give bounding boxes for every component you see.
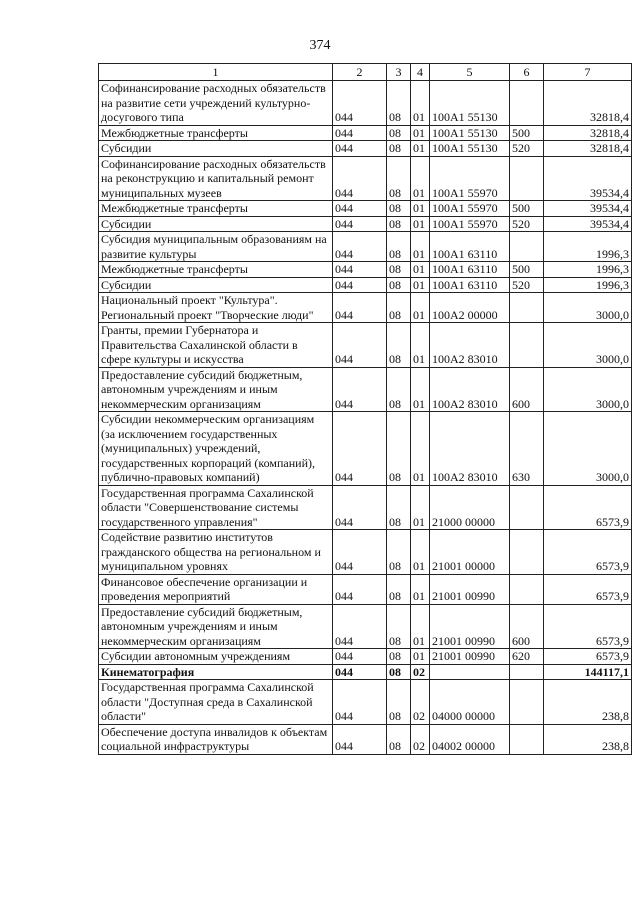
row-name-cell: Межбюджетные трансферты: [99, 125, 333, 141]
table-row: [99, 156, 632, 201]
subsection-cell: 01: [411, 367, 430, 412]
table-row: [99, 530, 632, 575]
ministry-code-cell: 044: [333, 530, 387, 575]
header-cell: 2: [333, 64, 387, 81]
section-cell: 08: [387, 156, 411, 201]
target-article-cell: 21001 00990: [430, 649, 510, 665]
amount-cell: 32818,4: [544, 81, 632, 126]
target-article-cell: 100A1 63110: [430, 262, 510, 278]
row-name-cell: Субсидии некоммерческим организациям (за исключением государственных (муниципальных) учреждений, государственных корпораций (компаний), публично-правовых компаний): [99, 412, 333, 486]
section-cell: 08: [387, 724, 411, 754]
page-number: 374: [309, 38, 331, 53]
table-row: [99, 141, 632, 157]
section-cell: 08: [387, 680, 411, 725]
ministry-code-cell: 044: [333, 232, 387, 262]
section-cell: 08: [387, 485, 411, 530]
section-cell: 08: [387, 574, 411, 604]
expense-type-cell: [510, 724, 544, 754]
row-name-cell: Финансовое обеспечение организации и проведения мероприятий: [99, 574, 333, 604]
expense-type-cell: [510, 81, 544, 126]
row-name-cell: Субсидии: [99, 141, 333, 157]
row-name-cell: Межбюджетные трансферты: [99, 201, 333, 217]
row-name-cell: Предоставление субсидий бюджетным, автономным учреждениям и иным некоммерческим организациям: [99, 604, 333, 649]
amount-cell: 144117,1: [544, 664, 632, 680]
expense-type-cell: [510, 530, 544, 575]
table-row: [99, 125, 632, 141]
ministry-code-cell: 044: [333, 649, 387, 665]
expense-type-cell: 630: [510, 412, 544, 486]
subsection-cell: 01: [411, 156, 430, 201]
ministry-code-cell: 044: [333, 156, 387, 201]
target-article-cell: 100A2 83010: [430, 412, 510, 486]
table-row: [99, 485, 632, 530]
row-name-cell: Субсидии: [99, 277, 333, 293]
subsection-cell: 01: [411, 293, 430, 323]
target-article-cell: 100A2 83010: [430, 323, 510, 368]
table-row: [99, 277, 632, 293]
table-row: [99, 649, 632, 665]
section-cell: 08: [387, 664, 411, 680]
ministry-code-cell: 044: [333, 323, 387, 368]
amount-cell: 3000,0: [544, 367, 632, 412]
subsection-cell: 01: [411, 262, 430, 278]
section-cell: 08: [387, 530, 411, 575]
expense-type-cell: 500: [510, 262, 544, 278]
ministry-code-cell: 044: [333, 262, 387, 278]
amount-cell: 1996,3: [544, 277, 632, 293]
table-header-row: [99, 64, 632, 81]
ministry-code-cell: 044: [333, 680, 387, 725]
section-cell: 08: [387, 649, 411, 665]
expense-type-cell: 520: [510, 277, 544, 293]
expense-type-cell: 600: [510, 604, 544, 649]
row-name-cell: Предоставление субсидий бюджетным, автономным учреждениям и иным некоммерческим организациям: [99, 367, 333, 412]
target-article-cell: 21000 00000: [430, 485, 510, 530]
expense-type-cell: [510, 485, 544, 530]
section-cell: 08: [387, 293, 411, 323]
header-cell: 7: [544, 64, 632, 81]
amount-cell: 6573,9: [544, 530, 632, 575]
target-article-cell: 100A1 55970: [430, 201, 510, 217]
amount-cell: 6573,9: [544, 485, 632, 530]
header-cell: 1: [99, 64, 333, 81]
row-name-cell: Обеспечение доступа инвалидов к объектам социальной инфраструктуры: [99, 724, 333, 754]
header-cell: 6: [510, 64, 544, 81]
target-article-cell: 100A2 00000: [430, 293, 510, 323]
expense-type-cell: 520: [510, 141, 544, 157]
subsection-cell: 01: [411, 141, 430, 157]
row-name-cell: Софинансирование расходных обязательств на развитие сети учреждений культурно-досугового типа: [99, 81, 333, 126]
target-article-cell: 100A2 83010: [430, 367, 510, 412]
table-row: [99, 604, 632, 649]
table-row: [99, 262, 632, 278]
section-cell: 08: [387, 262, 411, 278]
table-row: [99, 680, 632, 725]
subsection-cell: 01: [411, 530, 430, 575]
expense-type-cell: [510, 293, 544, 323]
ministry-code-cell: 044: [333, 574, 387, 604]
target-article-cell: [430, 664, 510, 680]
target-article-cell: 21001 00000: [430, 530, 510, 575]
table-row: [99, 724, 632, 754]
amount-cell: 1996,3: [544, 262, 632, 278]
budget-table: [98, 63, 632, 755]
table-row: [99, 323, 632, 368]
ministry-code-cell: 044: [333, 412, 387, 486]
expense-type-cell: [510, 574, 544, 604]
ministry-code-cell: 044: [333, 293, 387, 323]
table-row: [99, 216, 632, 232]
section-cell: 08: [387, 81, 411, 126]
row-name-cell: Национальный проект "Культура". Региональный проект "Творческие люди": [99, 293, 333, 323]
ministry-code-cell: 044: [333, 485, 387, 530]
expense-type-cell: [510, 232, 544, 262]
subsection-cell: 01: [411, 485, 430, 530]
section-cell: 08: [387, 367, 411, 412]
table-row: [99, 232, 632, 262]
amount-cell: 39534,4: [544, 216, 632, 232]
header-cell: 5: [430, 64, 510, 81]
ministry-code-cell: 044: [333, 216, 387, 232]
expense-type-cell: 520: [510, 216, 544, 232]
table-row: [99, 664, 632, 680]
amount-cell: 39534,4: [544, 156, 632, 201]
amount-cell: 6573,9: [544, 649, 632, 665]
expense-type-cell: 620: [510, 649, 544, 665]
target-article-cell: 100A1 55130: [430, 141, 510, 157]
subsection-cell: 01: [411, 201, 430, 217]
section-cell: 08: [387, 125, 411, 141]
row-name-cell: Содействие развитию институтов гражданского общества на региональном и муниципальном уровнях: [99, 530, 333, 575]
row-name-cell: Гранты, премии Губернатора и Правительства Сахалинской области в сфере культуры и искусства: [99, 323, 333, 368]
section-cell: 08: [387, 412, 411, 486]
row-name-cell: Кинематография: [99, 664, 333, 680]
table-row: [99, 293, 632, 323]
subsection-cell: 01: [411, 125, 430, 141]
subsection-cell: 02: [411, 724, 430, 754]
target-article-cell: 100A1 55970: [430, 156, 510, 201]
ministry-code-cell: 044: [333, 201, 387, 217]
ministry-code-cell: 044: [333, 277, 387, 293]
ministry-code-cell: 044: [333, 664, 387, 680]
expense-type-cell: 500: [510, 201, 544, 217]
section-cell: 08: [387, 216, 411, 232]
table-row: [99, 574, 632, 604]
expense-type-cell: [510, 156, 544, 201]
amount-cell: 32818,4: [544, 125, 632, 141]
target-article-cell: 100A1 63110: [430, 232, 510, 262]
section-cell: 08: [387, 323, 411, 368]
section-cell: 08: [387, 141, 411, 157]
target-article-cell: 100A1 63110: [430, 277, 510, 293]
section-cell: 08: [387, 201, 411, 217]
subsection-cell: 02: [411, 664, 430, 680]
target-article-cell: 100A1 55130: [430, 81, 510, 126]
row-name-cell: Субсидии: [99, 216, 333, 232]
amount-cell: 32818,4: [544, 141, 632, 157]
header-cell: 3: [387, 64, 411, 81]
target-article-cell: 04000 00000: [430, 680, 510, 725]
target-article-cell: 21001 00990: [430, 574, 510, 604]
row-name-cell: Государственная программа Сахалинской области "Доступная среда в Сахалинской области": [99, 680, 333, 725]
row-name-cell: Субсидия муниципальным образованиям на развитие культуры: [99, 232, 333, 262]
amount-cell: 238,8: [544, 724, 632, 754]
amount-cell: 6573,9: [544, 574, 632, 604]
section-cell: 08: [387, 277, 411, 293]
expense-type-cell: 600: [510, 367, 544, 412]
ministry-code-cell: 044: [333, 81, 387, 126]
subsection-cell: 01: [411, 604, 430, 649]
target-article-cell: 21001 00990: [430, 604, 510, 649]
subsection-cell: 01: [411, 323, 430, 368]
amount-cell: 3000,0: [544, 323, 632, 368]
expense-type-cell: [510, 664, 544, 680]
header-cell: 4: [411, 64, 430, 81]
amount-cell: 3000,0: [544, 293, 632, 323]
row-name-cell: Софинансирование расходных обязательств на реконструкцию и капитальный ремонт муниципальных музеев: [99, 156, 333, 201]
target-article-cell: 100A1 55130: [430, 125, 510, 141]
expense-type-cell: 500: [510, 125, 544, 141]
table-row: [99, 412, 632, 486]
ministry-code-cell: 044: [333, 125, 387, 141]
table-row: [99, 81, 632, 126]
ministry-code-cell: 044: [333, 141, 387, 157]
expense-type-cell: [510, 323, 544, 368]
amount-cell: 39534,4: [544, 201, 632, 217]
section-cell: 08: [387, 232, 411, 262]
table-row: [99, 201, 632, 217]
subsection-cell: 01: [411, 574, 430, 604]
section-cell: 08: [387, 604, 411, 649]
subsection-cell: 01: [411, 216, 430, 232]
target-article-cell: 04002 00000: [430, 724, 510, 754]
amount-cell: 238,8: [544, 680, 632, 725]
subsection-cell: 01: [411, 232, 430, 262]
amount-cell: 3000,0: [544, 412, 632, 486]
row-name-cell: Субсидии автономным учреждениям: [99, 649, 333, 665]
ministry-code-cell: 044: [333, 367, 387, 412]
subsection-cell: 01: [411, 277, 430, 293]
expense-type-cell: [510, 680, 544, 725]
target-article-cell: 100A1 55970: [430, 216, 510, 232]
amount-cell: 6573,9: [544, 604, 632, 649]
row-name-cell: Межбюджетные трансферты: [99, 262, 333, 278]
subsection-cell: 01: [411, 649, 430, 665]
amount-cell: 1996,3: [544, 232, 632, 262]
subsection-cell: 01: [411, 412, 430, 486]
table-row: [99, 367, 632, 412]
subsection-cell: 01: [411, 81, 430, 126]
ministry-code-cell: 044: [333, 604, 387, 649]
row-name-cell: Государственная программа Сахалинской области "Совершенствование системы государственного управления": [99, 485, 333, 530]
ministry-code-cell: 044: [333, 724, 387, 754]
subsection-cell: 02: [411, 680, 430, 725]
